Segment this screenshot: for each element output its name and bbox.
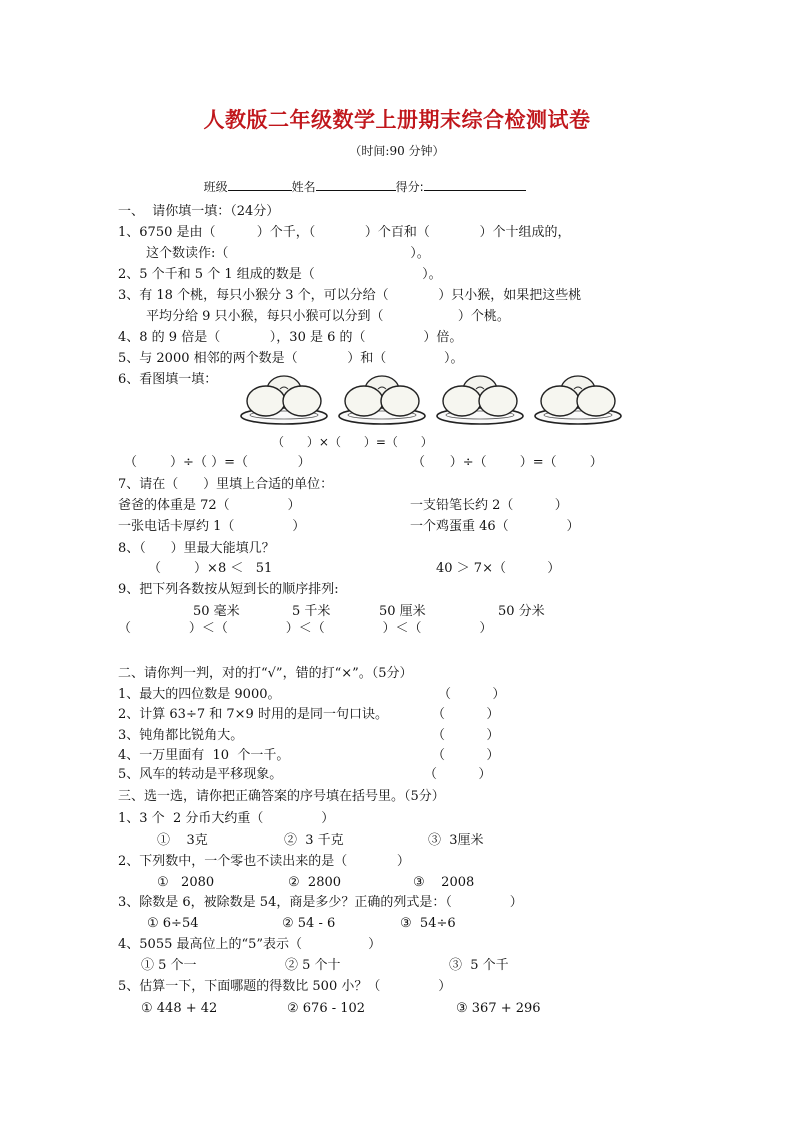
plate-of-buns-icon	[338, 368, 426, 428]
name-blank[interactable]	[316, 178, 396, 191]
choice-option[interactable]: ① 5 个一	[141, 958, 197, 973]
choice-option[interactable]: ③ 367 + 296	[456, 1001, 541, 1016]
question-1-5: 5、与 2000 相邻的两个数是（ ）和（ ）。	[118, 351, 464, 366]
choice-option[interactable]: ③ 5 个千	[449, 958, 509, 973]
question-1-3b: 平均分给 9 只小猴，每只小猴可以分到（ ）个桃。	[146, 309, 510, 324]
judge-answer-paren[interactable]: （ ）	[424, 767, 492, 782]
plate-of-buns-icon	[436, 368, 524, 428]
choice-option[interactable]: ① 3克	[157, 833, 208, 848]
judge-item: 2、计算 63÷7 和 7×9 时用的是同一句口诀。	[118, 707, 388, 722]
question-1-7d: 一个鸡蛋重 46（ ）	[410, 519, 580, 534]
question-1-7a: 爸爸的体重是 72（ ）	[118, 498, 301, 513]
name-label: 姓名	[291, 180, 316, 194]
plate-of-buns-icon	[240, 368, 328, 428]
class-blank[interactable]	[228, 178, 292, 191]
question-1-7c: 一张电话卡厚约 1（ ）	[118, 519, 306, 534]
choice-option[interactable]: ① 6÷54	[147, 916, 199, 931]
choice-question-1: 1、3 个 2 分币大约重（ ）	[118, 811, 335, 826]
choice-option[interactable]: ② 676 - 102	[287, 1001, 366, 1016]
choice-option[interactable]: ③ 2008	[413, 875, 475, 890]
section-1-heading: 一、 请你填一填：（24分）	[118, 204, 280, 219]
choice-question-4: 4、5055 最高位上的“5”表示（ ）	[118, 937, 382, 952]
choice-option[interactable]: ② 5 个十	[285, 958, 341, 973]
question-1-6-eq3: （ ）÷（ ）=（ ）	[412, 455, 603, 470]
buns-on-plates-picture	[240, 368, 624, 430]
length-item: 50 毫米	[193, 604, 240, 619]
section-3-heading: 三、选一选，请你把正确答案的序号填在括号里。（5分）	[118, 789, 445, 804]
page-title: 人教版二年级数学上册期末综合检测试卷	[203, 108, 591, 132]
length-item: 50 厘米	[379, 604, 426, 619]
question-1-2: 2、5 个千和 5 个 1 组成的数是（ ）。	[118, 267, 442, 282]
judge-answer-paren[interactable]: （ ）	[438, 687, 506, 702]
choice-option[interactable]: ② 2800	[288, 875, 342, 890]
choice-question-2: 2、下列数中，一个零也不读出来的是（ ）	[118, 854, 410, 869]
section-2-heading: 二、请你判一判，对的打“√”，错的打“×”。（5分）	[118, 666, 413, 681]
question-1-8: 8、（ ）里最大能填几？	[118, 541, 275, 556]
plate-of-buns-icon	[534, 368, 622, 428]
time-limit: （时间:90 分钟）	[349, 144, 445, 158]
judge-item: 4、一万里面有 10 个一千。	[118, 748, 290, 763]
length-item: 5 千米	[292, 604, 331, 619]
question-1-6-eq2: （ ）÷（ ）=（ ）	[124, 455, 311, 470]
question-1-3a: 3、有 18 个桃，每只小猴分 3 个，可以分给（ ）只小猴，如果把这些桃	[118, 288, 582, 303]
score-blank[interactable]	[424, 178, 526, 191]
choice-option[interactable]: ② 3 千克	[284, 833, 344, 848]
choice-question-5: 5、估算一下，下面哪题的得数比 500 小？（ ）	[118, 979, 452, 994]
judge-item: 1、最大的四位数是 9000。	[118, 687, 281, 702]
question-1-6: 6、看图填一填：	[118, 372, 218, 387]
judge-answer-paren[interactable]: （ ）	[432, 748, 500, 763]
judge-item: 3、钝角都比锐角大。	[118, 728, 244, 743]
judge-answer-paren[interactable]: （ ）	[432, 707, 500, 722]
question-1-8a: （ ）×8 ＜ 51	[148, 561, 273, 576]
choice-option[interactable]: ② 54 - 6	[282, 916, 336, 931]
length-item: 50 分米	[498, 604, 545, 619]
student-info-row	[196, 162, 526, 195]
question-1-7: 7、请在（ ）里填上合适的单位：	[118, 477, 334, 492]
question-1-1b: 这个数读作:（ ）。	[146, 246, 430, 261]
judge-item: 5、风车的转动是平移现象。	[118, 767, 283, 782]
question-1-1a: 1、6750 是由（ ）个千，（ ）个百和（ ）个十组成的，	[118, 225, 571, 240]
question-1-7b: 一支铅笔长约 2（ ）	[410, 498, 568, 513]
question-1-6-eq1: （ ）×（ ）=（ ）	[272, 435, 433, 449]
choice-option[interactable]: ③ 54÷6	[400, 916, 456, 931]
choice-option[interactable]: ③ 3厘米	[428, 833, 484, 848]
score-label: 得分:	[395, 180, 424, 194]
class-label: 班级	[203, 180, 228, 194]
question-1-9: 9、把下列各数按从短到长的顺序排列:	[118, 582, 339, 597]
choice-option[interactable]: ① 448 + 42	[141, 1001, 218, 1016]
judge-answer-paren[interactable]: （ ）	[432, 728, 500, 743]
question-1-4: 4、8 的 9 倍是（ ），30 是 6 的（ ）倍。	[118, 330, 463, 345]
choice-question-3: 3、除数是 6，被除数是 54，商是多少？正确的列式是：（ ）	[118, 895, 523, 910]
question-1-9-order: （ ）＜（ ）＜（ ）＜（ ）	[118, 621, 493, 636]
choice-option[interactable]: ① 2080	[157, 875, 215, 890]
question-1-8b: 40 ＞ 7×（ ）	[436, 561, 561, 576]
